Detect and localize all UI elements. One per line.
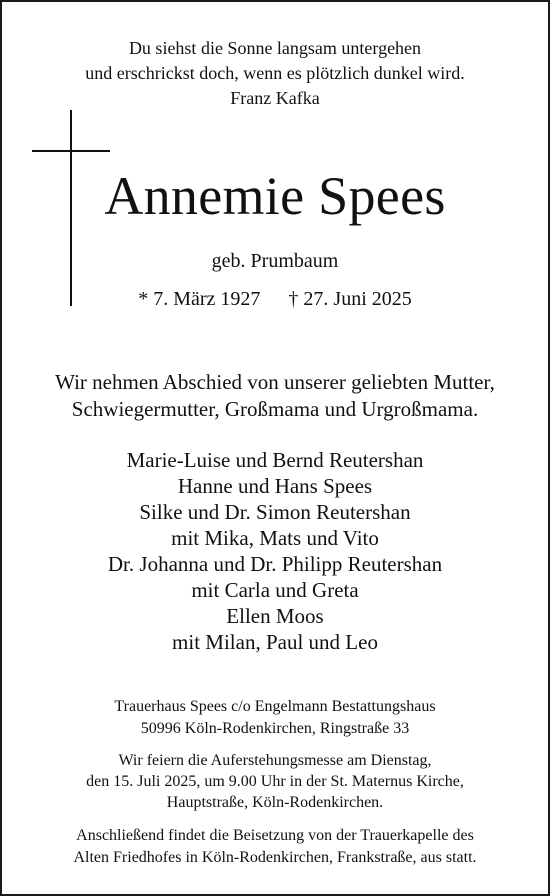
farewell-line: Wir nehmen Abschied von unserer geliebten Mutter, xyxy=(55,370,495,394)
funeral-service-info xyxy=(2,750,548,813)
address-line: 50996 Köln-Rodenkirchen, Ringstraße 33 xyxy=(140,720,410,737)
family-line: Silke und Dr. Simon Reutershan xyxy=(139,500,411,524)
quote-line: und erschrickst doch, wenn es plötzlich dunkel wird. xyxy=(85,63,465,83)
quote-author: Franz Kafka xyxy=(230,88,320,108)
burial-info xyxy=(2,825,548,869)
birth-name: geb. Prumbaum xyxy=(211,250,339,272)
death-date: † 27. Juni 2025 xyxy=(288,288,412,310)
deceased-name: Annemie Spees xyxy=(104,166,446,226)
family-line: Marie-Luise und Bernd Reutershan xyxy=(126,448,424,472)
service-line: Hauptstraße, Köln-Rodenkirchen. xyxy=(166,794,384,811)
address-line: Trauerhaus Spees c/o Engelmann Bestattungshaus xyxy=(114,698,436,715)
quote xyxy=(2,36,548,111)
life-dates xyxy=(2,286,548,312)
farewell-line: Schwiegermutter, Großmama und Urgroßmama. xyxy=(71,397,479,421)
service-line: Wir feiern die Auferstehungsmesse am Dienstag, xyxy=(118,752,432,769)
family-line: mit Milan, Paul und Leo xyxy=(172,630,378,654)
family-line: Dr. Johanna und Dr. Philipp Reutershan xyxy=(107,552,443,576)
family-line: Ellen Moos xyxy=(226,604,324,628)
family-line: mit Mika, Mats und Vito xyxy=(171,526,379,550)
family-line: Hanne und Hans Spees xyxy=(177,474,373,498)
burial-line: Anschließend findet die Beisetzung von der Trauerkapelle des xyxy=(76,827,474,844)
family-list xyxy=(2,447,548,655)
family-line: mit Carla und Greta xyxy=(191,578,359,602)
mourning-house-address xyxy=(2,696,548,740)
quote-line: Du siehst die Sonne langsam untergehen xyxy=(128,38,422,58)
birth-date: * 7. März 1927 xyxy=(138,288,261,310)
burial-line: Alten Friedhofes in Köln-Rodenkirchen, Frankstraße, aus statt. xyxy=(73,849,477,866)
cross-horizontal-bar xyxy=(32,150,110,152)
service-line: den 15. Juli 2025, um 9.00 Uhr in der St. Maternus Kirche, xyxy=(86,773,464,790)
farewell-text xyxy=(2,369,548,423)
